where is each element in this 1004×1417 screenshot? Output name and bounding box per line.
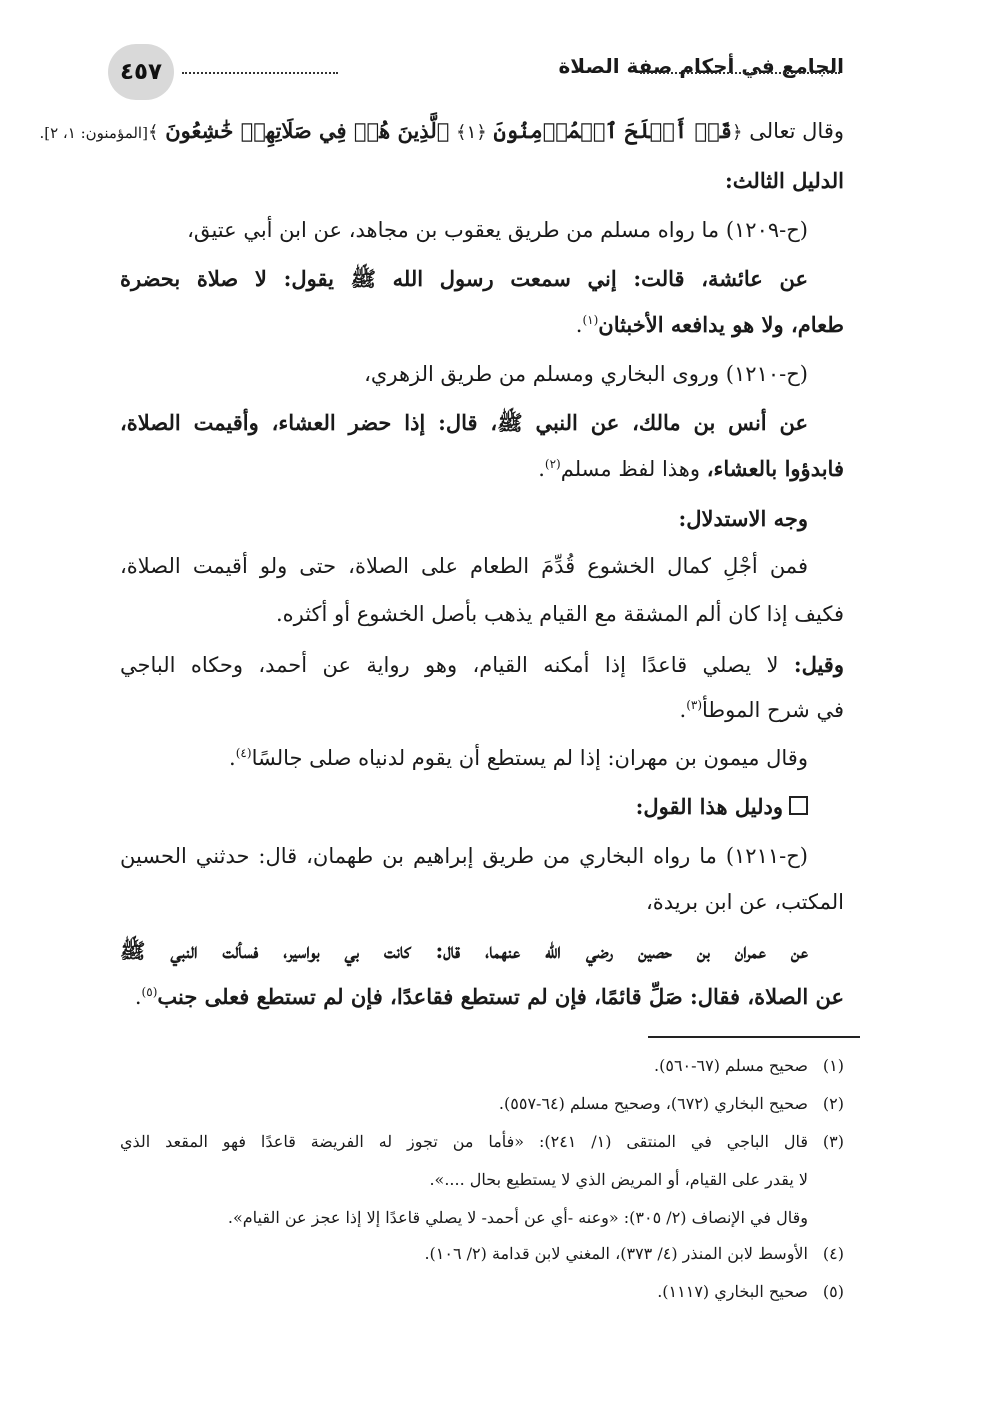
hadith-1210-text-line-1: عن أنس بن مالك، عن النبي ﷺ، قال: إذا حضر العشاء، وأقيمت الصلاة، (120, 410, 808, 435)
hadith-1211-chain-line-1: (ح-١٢١١) ما رواه البخاري من طريق إبراهيم بن طهمان، قال: حدثني الحسين (120, 844, 808, 868)
opinion-label: وقيل: (793, 652, 844, 677)
opinion-line-1 (120, 652, 844, 678)
footnote-text: صحيح البخاري (٦٧٢)، وصحيح مسلم (٦٤-٥٥٧). (498, 1094, 808, 1113)
footnote-5 (657, 1282, 844, 1301)
footnote-number: (٥) (822, 1282, 844, 1301)
running-header-title: الجامع في أحكام صفة الصلاة (558, 54, 844, 78)
footnote-4 (424, 1244, 844, 1263)
footnote-1 (654, 1056, 844, 1075)
hadith-1210-chain: (ح-١٢١٠) وروى البخاري ومسلم من طريق الزهري، (364, 362, 808, 386)
verse-close-bracket: ﴾ (147, 122, 159, 143)
hadith-1209-text-line-1: عن عائشة، قالت: إني سمعت رسول الله ﷺ يقول: لا صلاة بحضرة (120, 266, 808, 291)
section-heading-inference: وجه الاستدلال: (678, 506, 808, 531)
hadith-1210-text-end: فابدؤوا بالعشاء، (706, 456, 844, 481)
footnote-number: (١) (822, 1056, 844, 1075)
opinion-line-2 (680, 698, 844, 723)
footnote-number: (٣) (822, 1132, 845, 1151)
footnote-text: صحيح مسلم (٦٧-٥٦٠). (654, 1056, 808, 1075)
narration-note: وهذا لفظ مسلم (560, 457, 707, 481)
period: . (134, 985, 142, 1009)
section-heading-third-evidence: الدليل الثالث: (725, 168, 844, 193)
hadith-1209-text-end: طعام، ولا هو يدافعه الأخبثان (598, 312, 844, 337)
page-number: ٤٥٧ (119, 59, 163, 85)
hadith-1210-text-line-2 (538, 456, 844, 482)
period: . (575, 313, 583, 337)
verse-line (39, 118, 844, 144)
footnote-text: قال الباجي في المنتقى (١/ ٢٤١): «فأما من تجوز له الفريضة قاعدًا فهو المقعد الذي (120, 1132, 809, 1151)
footnote-3-line-1 (120, 1132, 844, 1151)
verse-open-bracket: ﴿ (731, 122, 743, 143)
hadith-1209-text-line-2 (576, 312, 844, 338)
footnote-text: الأوسط لابن المنذر (٤/ ٣٧٣)، المغني لابن قدامة (٢/ ١٠٦). (424, 1244, 808, 1263)
header-dots-left (182, 72, 338, 74)
verse-part-2: ٱلَّذِينَ هُمۡ فِي صَلَاتِهِمۡ خَٰشِعُونَ (165, 118, 450, 143)
section-heading-evidence-text: ودليل هذا القول: (635, 794, 783, 819)
period: . (538, 457, 545, 481)
verse-intro: وقال تعالى (742, 119, 844, 143)
footnote-number: (٤) (822, 1244, 844, 1263)
inference-line-1: فمن أجْلِ كمال الخشوع قُدِّمَ الطعام على الصلاة، حتى ولو أقيمت الصلاة، (120, 554, 808, 578)
hadith-1211-text-line-2 (135, 984, 844, 1010)
inference-line-2: فكيف إذا كان ألم المشقة مع القيام يذهب بأصل الخشوع أو أكثره. (275, 602, 844, 626)
footnote-number: (٢) (822, 1094, 844, 1113)
hadith-1209-chain: (ح-١٢٠٩) ما رواه مسلم من طريق يعقوب بن مجاهد، عن ابن أبي عتيق، (187, 218, 808, 242)
period: . (679, 698, 687, 722)
hadith-1211-chain-line-2: المكتب، عن ابن بريدة، (646, 890, 844, 914)
footnote-ref-3: (٣) (686, 698, 703, 712)
header-dots-right (640, 72, 840, 74)
footnote-ref-2: (٢) (544, 457, 561, 471)
verse-citation: [المؤمنون: ١، ٢]. (39, 124, 148, 142)
footnote-2 (499, 1094, 844, 1113)
checkbox-square-icon (789, 796, 808, 815)
page-number-badge (108, 44, 174, 100)
period: . (229, 746, 236, 770)
footnote-ref-4: (٤) (235, 746, 252, 760)
footnote-3-line-3: وقال في الإنصاف (٢/ ٣٠٥): «وعنه -أي عن أحمد- لا يصلي قاعدًا إلا إذا عجز عن القيام». (227, 1208, 808, 1227)
footnote-text: صحيح البخاري (١١١٧). (657, 1282, 808, 1301)
footnote-separator (648, 1036, 860, 1038)
maymun-quote-text: وقال ميمون بن مهران: إذا لم يستطع أن يقوم لدنياه صلى جالسًا (251, 746, 808, 770)
section-heading-evidence (636, 794, 808, 819)
verse-number-marker: ﴿١﴾ (456, 122, 487, 143)
maymun-quote (229, 746, 808, 771)
footnote-ref-5: (٥) (141, 985, 158, 999)
opinion-text: لا يصلي قاعدًا إذا أمكنه القيام، وهو رواية عن أحمد، وحكاه الباجي (120, 653, 794, 677)
footnote-3-line-2: لا يقدر على القيام، أو المريض الذي لا يستطيع بحال ....». (429, 1170, 808, 1189)
hadith-1211-text-line-1: عن عمران بن حصين رضي الله عنهما، قال: كانت بي بواسير، فسألت النبي ﷺ (120, 938, 808, 963)
footnote-ref-1: (١) (582, 313, 599, 327)
hadith-1211-text-end: عن الصلاة، فقال: صَلِّ قائمًا، فإن لم تستطع فقاعدًا، فإن لم تستطع فعلى جنب (157, 984, 844, 1009)
verse-part-1: قَدۡ أَفۡلَحَ ٱلۡمُؤۡمِنُونَ (493, 118, 732, 143)
opinion-text-end: في شرح الموطأ (702, 698, 844, 722)
